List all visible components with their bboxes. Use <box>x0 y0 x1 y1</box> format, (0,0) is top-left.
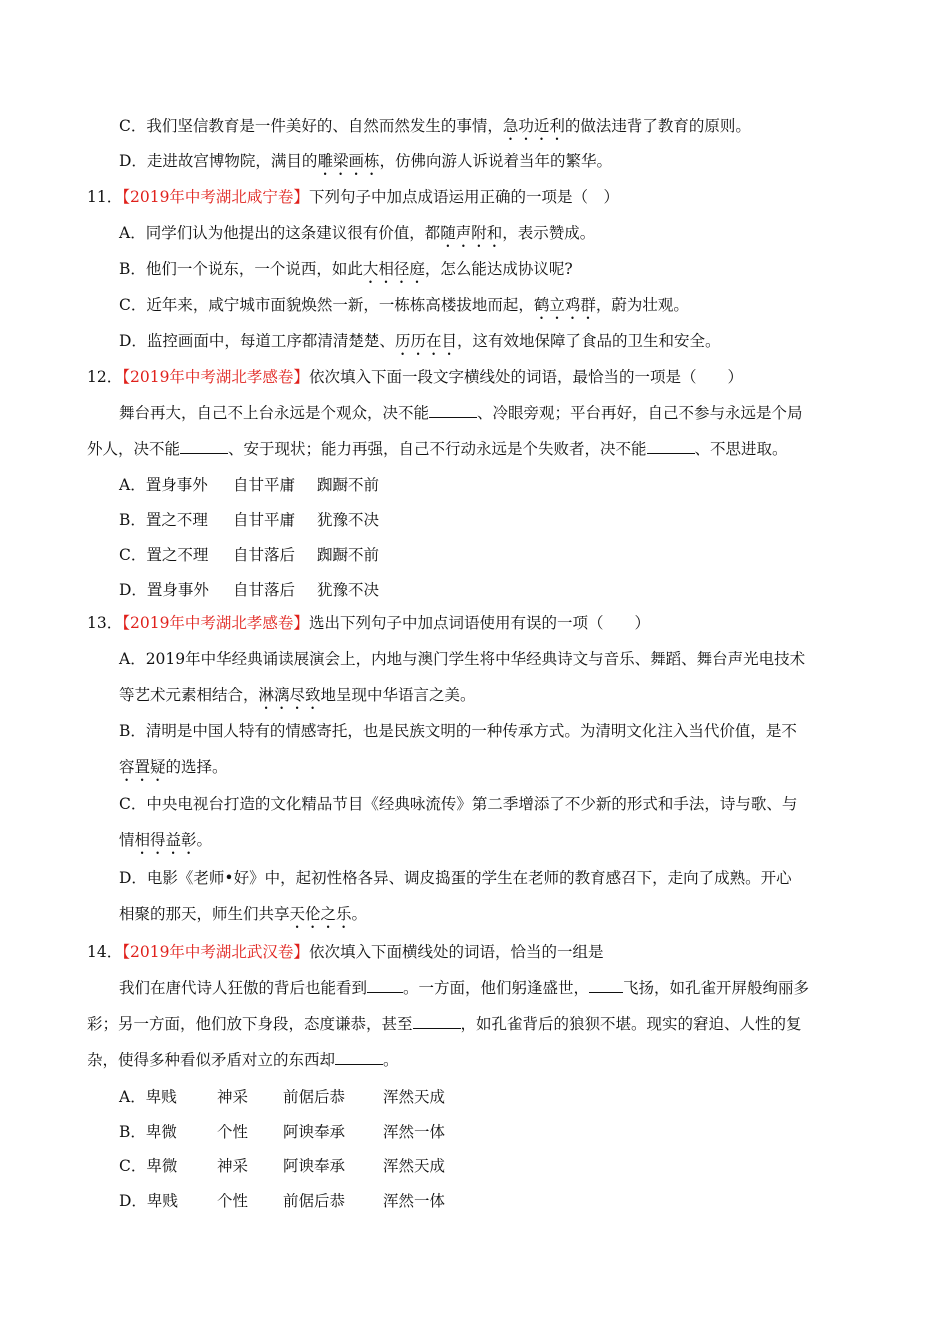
fill-blank <box>335 1050 383 1065</box>
question-stem: 依次填入下面横线处的词语，恰当的一组是 <box>308 943 604 961</box>
q11-option-a: A．同学们认为他提出的这条建议很有价值，都随声附和，表示赞成。 <box>119 224 596 242</box>
question-number: 11． <box>87 188 123 206</box>
emphasized-term: 历历在目 <box>394 332 457 350</box>
q14-option-d: D．卑贱 个性 前倨后恭 浑然一体 <box>119 1192 446 1210</box>
q13-option-d-line-2: 相聚的那天，师生们共享天伦之乐。 <box>119 905 368 923</box>
fill-blank <box>367 978 403 993</box>
fill-blank <box>647 439 695 454</box>
question-source: 【2019年中考湖北咸宁卷】 <box>122 188 309 206</box>
question-13-header <box>87 613 650 633</box>
q14-passage-line-1: 我们在唐代诗人狂傲的背后也能看到 。一方面，他们躬逢盛世， 飞扬，如孔雀开屏般绚丽多 <box>119 979 810 997</box>
question-number: 13． <box>87 614 123 632</box>
emphasized-term: 急功近利 <box>502 117 565 135</box>
question-stem: 依次填入下面一段文字横线处的词语，最恰当的一项是（ ） <box>308 368 743 386</box>
q14-passage-line-3: 杂，使得多种看似矛盾对立的东西却 。 <box>87 1051 399 1069</box>
question-stem: 下列句子中加点成语运用正确的一项是（ ） <box>308 188 619 206</box>
emphasized-term: 天伦之乐 <box>289 905 352 923</box>
emphasized-term: 鹤立鸡群 <box>533 296 596 314</box>
q13-option-a-line-2: 等艺术元素相结合，淋漓尽致地呈现中华语言之美。 <box>119 686 476 704</box>
q11-option-d: D．监控画面中，每道工序都清清楚楚、历历在目，这有效地保障了食品的卫生和安全。 <box>119 332 721 350</box>
q12-option-a: A．置身事外 自甘平庸 踟蹰不前 <box>119 476 380 494</box>
emphasized-term: 容置疑 <box>119 758 166 776</box>
question-number: 14． <box>87 943 123 961</box>
question-source: 【2019年中考湖北孝感卷】 <box>122 368 309 386</box>
emphasized-term: 雕梁画栋 <box>317 152 380 170</box>
q14-passage-line-2: 彩；另一方面，他们放下身段，态度谦恭，甚至 ，如孔雀背后的狼狈不堪。现实的窘迫、人性的复 <box>87 1015 802 1033</box>
q14-option-a: A．卑贱 神采 前倨后恭 浑然天成 <box>119 1088 446 1106</box>
question-source: 【2019年中考湖北孝感卷】 <box>122 614 309 632</box>
q12-passage-line-1: 舞台再大，自己不上台永远是个观众，决不能 、冷眼旁观；平台再好，自己不参与永远是个局 <box>119 404 803 422</box>
prev-option-c: C．我们坚信教育是一件美好的、自然而然发生的事情，急功近利的做法违背了教育的原则。 <box>119 117 751 135</box>
q13-option-c-line-1: C．中央电视台打造的文化精品节目《经典咏流传》第二季增添了不少新的形式和手法，诗与歌、与 <box>119 795 798 813</box>
q11-option-c: C．近年来，咸宁城市面貌焕然一新，一栋栋高楼拔地而起，鹤立鸡群，蔚为壮观。 <box>119 296 689 314</box>
q13-option-d-line-1: D．电影《老师•好》中，起初性格各异、调皮捣蛋的学生在老师的教育感召下，走向了成熟。开心 <box>119 869 792 887</box>
question-stem: 选出下列句子中加点词语使用有误的一项（ ） <box>308 614 650 632</box>
fill-blank <box>429 403 477 418</box>
q13-option-c-line-2: 情相得益彰。 <box>119 831 213 849</box>
fill-blank <box>413 1014 461 1029</box>
q12-option-b: B．置之不理 自甘平庸 犹豫不决 <box>119 511 380 529</box>
q12-passage-line-2: 外人，决不能 、安于现状；能力再强，自己不行动永远是个失败者，决不能 、不思进取。 <box>87 440 788 458</box>
q14-option-b: B．卑微 个性 阿谀奉承 浑然一体 <box>119 1123 446 1141</box>
q13-option-a-line-1: A．2019年中华经典诵读展演会上，内地与澳门学生将中华经典诗文与音乐、舞蹈、舞台声光电技术 <box>119 650 806 668</box>
q12-option-d: D．置身事外 自甘落后 犹豫不决 <box>119 581 380 599</box>
question-source: 【2019年中考湖北武汉卷】 <box>122 943 309 961</box>
question-number: 12． <box>87 368 123 386</box>
emphasized-term: 大相径庭 <box>362 260 425 278</box>
q11-option-b: B．他们一个说东，一个说西，如此大相径庭，怎么能达成协议呢? <box>119 260 573 278</box>
question-14-header <box>87 942 603 962</box>
emphasized-term: 相得益彰 <box>134 831 197 849</box>
q12-option-c: C．置之不理 自甘落后 踟蹰不前 <box>119 546 380 564</box>
emphasized-term: 随声附和 <box>440 224 503 242</box>
emphasized-term: 淋漓尽致 <box>258 686 321 704</box>
prev-option-d: D．走进故宫博物院，满目的雕梁画栋，仿佛向游人诉说着当年的繁华。 <box>119 152 612 170</box>
fill-blank <box>589 978 623 993</box>
fill-blank <box>180 439 228 454</box>
q14-option-c: C．卑微 神采 阿谀奉承 浑然天成 <box>119 1157 446 1175</box>
q13-option-b-line-2: 容置疑的选择。 <box>119 758 228 776</box>
q13-option-b-line-1: B．清明是中国人特有的情感寄托，也是民族文明的一种传承方式。为清明文化注入当代价值，是不 <box>119 722 797 740</box>
question-11-header <box>87 187 619 207</box>
question-12-header <box>87 367 743 387</box>
